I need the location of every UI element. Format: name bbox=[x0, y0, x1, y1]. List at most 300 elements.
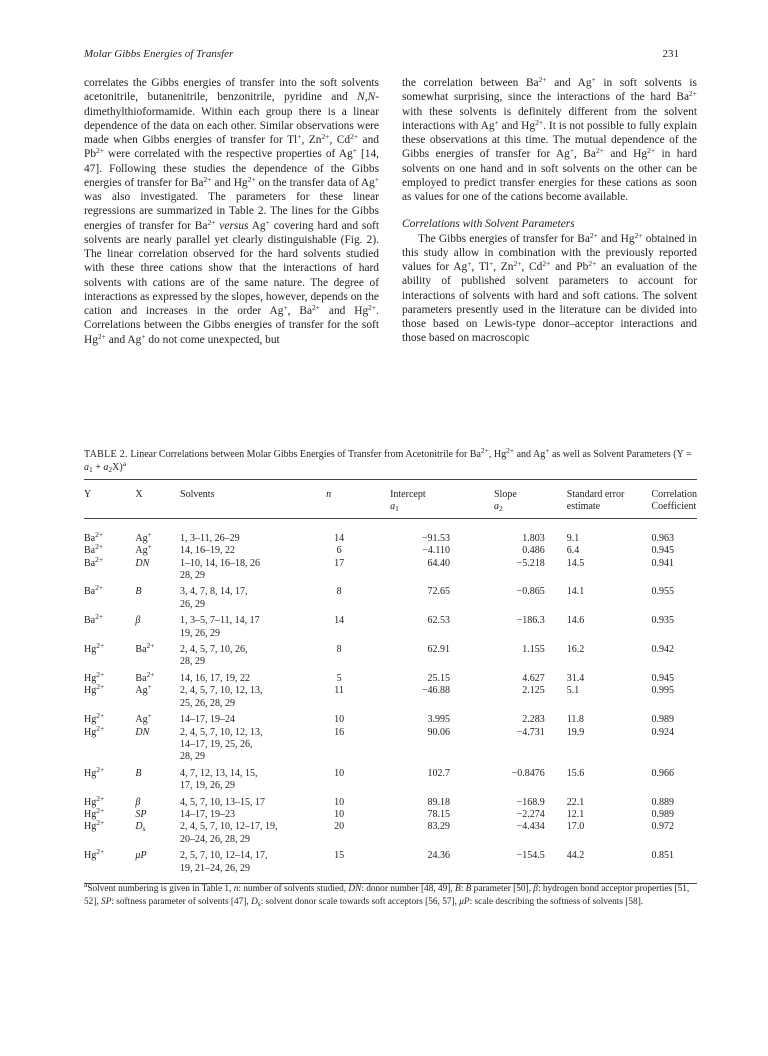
ion-symbol: Hg bbox=[84, 685, 97, 697]
cell-correlation bbox=[637, 545, 697, 557]
ion-charge: 2+ bbox=[96, 641, 105, 651]
standard-error-value: 31.4 bbox=[566, 672, 585, 684]
text-run: do not come unexpected, but bbox=[145, 333, 280, 346]
text-run: a bbox=[103, 462, 109, 473]
left-column bbox=[84, 76, 379, 347]
correlation-value: 0.945 bbox=[651, 672, 674, 684]
text-run: DN bbox=[348, 884, 362, 894]
slope-value: 4.627 bbox=[522, 672, 545, 684]
solvent-list: 1, 3–11, 26–29 bbox=[180, 532, 240, 544]
x-symbol: β bbox=[135, 615, 141, 627]
cell-n bbox=[318, 821, 360, 846]
x-charge: + bbox=[147, 682, 152, 692]
intercept-value: −46.88 bbox=[421, 685, 450, 697]
superscript: 2+ bbox=[689, 89, 697, 99]
superscript: + bbox=[352, 146, 357, 156]
cell-slope bbox=[464, 821, 551, 846]
cell-y bbox=[84, 669, 135, 685]
subscript: 1 bbox=[89, 465, 93, 474]
cell-intercept bbox=[360, 545, 464, 557]
superscript: + bbox=[374, 174, 379, 184]
text-run: : hydrogen bond acceptor properties [51, 52], bbox=[84, 884, 690, 907]
table-caption bbox=[84, 448, 696, 474]
cell-solvents bbox=[180, 793, 318, 809]
cell-standard-error bbox=[551, 809, 638, 821]
cell-standard-error bbox=[551, 727, 638, 764]
ion-symbol: Hg bbox=[84, 850, 97, 862]
x-symbol: Ba bbox=[135, 672, 147, 684]
table-2 bbox=[84, 479, 697, 884]
table-row bbox=[84, 685, 697, 710]
cell-intercept bbox=[360, 611, 464, 640]
text-run: versus bbox=[219, 219, 249, 232]
table-row bbox=[84, 558, 697, 583]
ion-symbol: Ba bbox=[84, 557, 96, 569]
cell-solvents bbox=[180, 846, 318, 883]
cell-n bbox=[318, 764, 360, 793]
subscript: s bbox=[257, 898, 261, 908]
table-row bbox=[84, 519, 697, 545]
ion-symbol: Ba bbox=[84, 586, 96, 598]
intercept-value: 78.15 bbox=[427, 808, 450, 820]
cell-slope bbox=[464, 611, 551, 640]
cell-slope bbox=[464, 582, 551, 611]
ion-charge: 2+ bbox=[96, 669, 105, 679]
superscript: 2+ bbox=[535, 117, 544, 127]
slope-value: 0.486 bbox=[522, 545, 545, 557]
cell-y bbox=[84, 542, 135, 557]
superscript: 2+ bbox=[513, 259, 522, 268]
cell-solvents bbox=[180, 611, 318, 640]
cell-x bbox=[135, 682, 180, 710]
superscript: 2+ bbox=[506, 446, 515, 455]
n-value: 14 bbox=[334, 615, 345, 627]
table-row bbox=[84, 764, 697, 793]
text-run: . It is not possible to fully explain these observations at this time. The mutual dependence of the Gibbs energies of transfer for Ag bbox=[402, 119, 697, 161]
slope-value: −0.865 bbox=[516, 586, 545, 598]
intercept-value: 83.29 bbox=[427, 821, 450, 833]
superscript: 2+ bbox=[542, 259, 551, 268]
text-run: were correlated with the respective properties of Ag bbox=[104, 148, 353, 161]
cell-slope bbox=[464, 809, 551, 821]
cell-n bbox=[318, 558, 360, 583]
superscript: + bbox=[494, 117, 499, 127]
cell-solvents bbox=[180, 685, 318, 710]
text-run: parameter [50], bbox=[471, 884, 534, 894]
solvent-list: 3, 4, 7, 8, 14, 17, 26, 29 bbox=[180, 586, 248, 610]
text-run: and Hg bbox=[211, 176, 248, 189]
running-title: Molar Gibbs Energies of Transfer bbox=[84, 48, 234, 60]
cell-standard-error bbox=[551, 558, 638, 583]
correlation-value: 0.941 bbox=[651, 557, 674, 569]
text-run: . Correlations between the Gibbs energies of transfer for the soft Hg bbox=[84, 305, 379, 346]
cell-x bbox=[135, 558, 180, 583]
x-charge: 2+ bbox=[146, 669, 155, 679]
x-symbol: DN bbox=[135, 726, 150, 738]
superscript: 2+ bbox=[589, 230, 598, 240]
cell-slope bbox=[464, 764, 551, 793]
x-symbol: DN bbox=[135, 557, 150, 569]
cell-n bbox=[318, 685, 360, 710]
cell-standard-error bbox=[551, 821, 638, 846]
table-caption-label: TABLE 2. bbox=[84, 449, 128, 460]
correlation-value: 0.972 bbox=[651, 821, 674, 833]
cell-solvents bbox=[180, 640, 318, 669]
cell-standard-error bbox=[551, 793, 638, 809]
correlation-value: 0.995 bbox=[651, 685, 674, 697]
slope-value: 2.125 bbox=[522, 685, 545, 697]
x-symbol: D bbox=[135, 821, 143, 833]
ion-symbol: Hg bbox=[84, 644, 97, 656]
col-header-n: n bbox=[326, 489, 332, 500]
solvent-list: 14, 16–19, 22 bbox=[180, 545, 236, 557]
n-value: 14 bbox=[334, 532, 345, 544]
text-run: was also investigated. The parameters for these linear regressions are summarized in Table 2. The lines for the Gibbs energies of transfer for Ba bbox=[84, 191, 379, 232]
correlation-value: 0.924 bbox=[651, 726, 674, 738]
cell-slope bbox=[464, 545, 551, 557]
text-run: : bbox=[460, 884, 466, 894]
cell-n bbox=[318, 640, 360, 669]
cell-n bbox=[318, 669, 360, 685]
text-run: : scale describing the softness of solvents [58]. bbox=[469, 896, 644, 907]
text-run: n bbox=[233, 884, 239, 894]
cell-solvents bbox=[180, 809, 318, 821]
superscript: 2+ bbox=[595, 146, 604, 156]
cell-x bbox=[135, 727, 180, 764]
superscript: 2+ bbox=[538, 75, 547, 84]
superscript: 2+ bbox=[96, 146, 105, 156]
intercept-value: 62.53 bbox=[427, 615, 450, 627]
cell-intercept bbox=[360, 793, 464, 809]
table-row bbox=[84, 793, 697, 809]
ion-charge: 2+ bbox=[96, 682, 105, 692]
text-run: and Hg bbox=[603, 148, 648, 161]
cell-standard-error bbox=[551, 846, 638, 883]
cell-intercept bbox=[360, 764, 464, 793]
cell-n bbox=[318, 519, 360, 545]
x-symbol: B bbox=[135, 767, 142, 779]
standard-error-value: 19.9 bbox=[566, 726, 585, 738]
cell-x bbox=[135, 846, 180, 883]
cell-correlation bbox=[637, 710, 697, 726]
ion-charge: 2+ bbox=[96, 818, 105, 828]
cell-correlation bbox=[637, 669, 697, 685]
cell-x bbox=[135, 764, 180, 793]
intercept-value: 72.65 bbox=[427, 586, 450, 598]
text-run: B bbox=[455, 884, 461, 894]
text-run: D bbox=[251, 896, 258, 907]
cell-solvents bbox=[180, 558, 318, 583]
cell-correlation bbox=[637, 727, 697, 764]
ion-symbol: Hg bbox=[84, 767, 97, 779]
text-run: , Cd bbox=[329, 134, 351, 146]
cell-y bbox=[84, 764, 135, 793]
solvent-list: 14–17, 19–23 bbox=[180, 808, 236, 820]
x-charge: 2+ bbox=[146, 641, 155, 651]
cell-intercept bbox=[360, 519, 464, 545]
superscript: + bbox=[569, 146, 575, 156]
superscript: a bbox=[122, 459, 127, 468]
cell-solvents bbox=[180, 764, 318, 793]
superscript: 2+ bbox=[321, 132, 330, 141]
standard-error-value: 6.4 bbox=[566, 545, 580, 557]
ion-symbol: Hg bbox=[84, 672, 97, 684]
intercept-subscript: 1 bbox=[395, 504, 399, 514]
text-run: obtained in this study allow in combination with the previously reported values for Ag bbox=[402, 232, 697, 273]
cell-correlation bbox=[637, 846, 697, 883]
standard-error-value: 5.1 bbox=[566, 685, 580, 697]
text-run: Solvent numbering is given in Table 1, bbox=[87, 884, 234, 894]
correlation-value: 0.963 bbox=[651, 532, 674, 544]
body-paragraph bbox=[402, 232, 697, 346]
cell-slope bbox=[464, 793, 551, 809]
cell-standard-error bbox=[551, 685, 638, 710]
table-row bbox=[84, 669, 697, 685]
text-run: : softness parameter of solvents [47], bbox=[111, 896, 252, 907]
cell-correlation bbox=[637, 519, 697, 545]
cell-solvents bbox=[180, 727, 318, 764]
cell-x bbox=[135, 542, 180, 557]
n-value: 16 bbox=[334, 726, 345, 738]
cell-x bbox=[135, 611, 180, 640]
cell-intercept bbox=[360, 669, 464, 685]
superscript: 2+ bbox=[588, 259, 597, 268]
cell-intercept bbox=[360, 558, 464, 583]
solvent-list: 4, 7, 12, 13, 14, 15, 17, 19, 26, 29 bbox=[180, 767, 258, 792]
intercept-value: 62.91 bbox=[427, 644, 450, 656]
text-run: a bbox=[84, 462, 89, 473]
col-header-solvents: Solvents bbox=[180, 489, 215, 500]
x-symbol: SP bbox=[135, 808, 147, 820]
superscript: 2+ bbox=[97, 331, 106, 341]
text-run: : solvent donor scale towards soft acceptors [56, 57], bbox=[260, 896, 460, 907]
text-run: as well as Solvent Parameters (Y = bbox=[549, 449, 692, 460]
solvent-list: 14, 16, 17, 19, 22 bbox=[180, 672, 251, 684]
superscript: + bbox=[265, 217, 270, 227]
solvent-list: 14–17, 19–24 bbox=[180, 714, 236, 726]
standard-error-value: 22.1 bbox=[566, 796, 585, 808]
col-header-intercept bbox=[360, 480, 464, 518]
ion-symbol: Hg bbox=[84, 726, 97, 738]
cell-slope bbox=[464, 846, 551, 883]
text-run: B bbox=[465, 884, 472, 894]
superscript: a bbox=[84, 880, 88, 889]
cell-standard-error bbox=[551, 519, 638, 545]
cell-y bbox=[84, 710, 135, 726]
superscript: + bbox=[297, 132, 302, 141]
slope-value: 1.155 bbox=[522, 644, 545, 656]
cell-x bbox=[135, 669, 180, 685]
page-number: 231 bbox=[662, 48, 679, 60]
text-run: and Hg bbox=[597, 232, 635, 245]
superscript: 2+ bbox=[207, 217, 216, 227]
col-header-standard-error: Standard error estimate bbox=[566, 489, 625, 513]
slope-value: −0.8476 bbox=[511, 767, 545, 779]
cell-x bbox=[135, 519, 180, 545]
cell-standard-error bbox=[551, 611, 638, 640]
text-run: : number of solvents studied, bbox=[238, 884, 349, 894]
cell-n bbox=[318, 727, 360, 764]
ion-charge: 2+ bbox=[96, 723, 105, 733]
slope-value: −168.9 bbox=[516, 796, 545, 808]
cell-intercept bbox=[360, 685, 464, 710]
text-run: , Zn bbox=[493, 261, 514, 273]
intercept-value: −4.110 bbox=[422, 545, 450, 557]
ion-symbol: Ba bbox=[84, 545, 96, 557]
solvent-list: 1–10, 14, 16–18, 26 28, 29 bbox=[180, 557, 261, 582]
superscript: + bbox=[141, 331, 146, 341]
col-header-slope bbox=[464, 480, 551, 518]
solvent-list: 2, 4, 5, 7, 10, 12, 13, 14–17, 19, 25, 26, 28, 29 bbox=[180, 726, 263, 763]
ion-charge: 2+ bbox=[96, 764, 105, 774]
ion-charge: 2+ bbox=[96, 805, 105, 815]
cell-n bbox=[318, 710, 360, 726]
x-symbol: Ag bbox=[135, 714, 148, 726]
text-run: The Gibbs energies of transfer for Ba bbox=[418, 232, 590, 245]
intercept-value: 89.18 bbox=[427, 796, 450, 808]
slope-value: 2.283 bbox=[522, 714, 545, 726]
intercept-value: 24.36 bbox=[427, 850, 450, 862]
cell-y bbox=[84, 805, 135, 821]
cell-solvents bbox=[180, 669, 318, 685]
intercept-value: 102.7 bbox=[427, 767, 450, 779]
cell-y bbox=[84, 640, 135, 669]
text-run: Ag bbox=[248, 219, 266, 232]
superscript: + bbox=[488, 259, 494, 268]
intercept-label: Intercept bbox=[390, 489, 426, 500]
cell-x bbox=[135, 809, 180, 821]
text-run: on the transfer data of Ag bbox=[255, 176, 375, 189]
cell-slope bbox=[464, 710, 551, 726]
ion-charge: 2+ bbox=[96, 847, 105, 857]
correlation-value: 0.935 bbox=[651, 615, 674, 627]
cell-solvents bbox=[180, 519, 318, 545]
cell-correlation bbox=[637, 821, 697, 846]
ion-charge: 2+ bbox=[96, 793, 105, 803]
correlation-table bbox=[84, 480, 697, 883]
x-symbol: Ag bbox=[135, 685, 148, 697]
solvent-list: 4, 5, 7, 10, 13–15, 17 bbox=[180, 796, 266, 808]
solvent-list: 1, 3–5, 7–11, 14, 17 19, 26, 29 bbox=[180, 615, 260, 639]
x-symbol: Ba bbox=[135, 644, 147, 656]
subscript: 2 bbox=[108, 465, 113, 474]
cell-standard-error bbox=[551, 764, 638, 793]
cell-y bbox=[84, 582, 135, 611]
ion-symbol: Ba bbox=[84, 615, 96, 627]
text-run: and Hg bbox=[498, 119, 536, 132]
n-value: 20 bbox=[334, 821, 345, 833]
intercept-value: 3.995 bbox=[427, 714, 450, 726]
cell-n bbox=[318, 809, 360, 821]
correlation-value: 0.942 bbox=[651, 644, 674, 656]
ion-symbol: Hg bbox=[84, 808, 97, 820]
n-value: 10 bbox=[334, 714, 345, 726]
superscript: 2+ bbox=[368, 303, 377, 312]
solvent-list: 2, 5, 7, 10, 12–14, 17, 19, 21–24, 26, 29 bbox=[180, 850, 268, 874]
cell-y bbox=[84, 846, 135, 883]
cell-y bbox=[84, 554, 135, 583]
ion-symbol: Hg bbox=[84, 821, 97, 833]
n-value: 5 bbox=[336, 672, 342, 684]
cell-correlation bbox=[637, 611, 697, 640]
text-run: covering hard and soft solvents are nearly parallel yet clearly distinguishable (Fig. 2). The linear correlation observed for the hard solvents studied with these three cations show that the interactions of hard solvents with cations are of the same nature. The degree of interactions as expressed by the slopes, however, depends on the cation and increases in the order Ag bbox=[84, 219, 379, 317]
correlation-value: 0.889 bbox=[651, 796, 674, 808]
text-run: , Ba bbox=[574, 148, 596, 161]
slope-value: 1.803 bbox=[522, 532, 545, 544]
superscript: 2+ bbox=[480, 446, 489, 455]
cell-standard-error bbox=[551, 669, 638, 685]
text-run: and Pb bbox=[84, 134, 380, 161]
cell-n bbox=[318, 793, 360, 809]
cell-correlation bbox=[637, 809, 697, 821]
ion-charge: 2+ bbox=[95, 583, 104, 593]
cell-standard-error bbox=[551, 710, 638, 726]
cell-correlation bbox=[637, 764, 697, 793]
n-value: 8 bbox=[336, 644, 342, 656]
col-header-x: X bbox=[135, 489, 143, 500]
superscript: 2+ bbox=[647, 146, 656, 156]
text-run: -dimethylthioformamide. Within each group there is a linear dependence of the data on each other. Similar observations were made when Gibbs energies of transfer for Tl bbox=[84, 91, 379, 146]
superscript: 2+ bbox=[634, 230, 643, 240]
cell-y bbox=[84, 682, 135, 710]
slope-value: −4.434 bbox=[516, 821, 545, 833]
ion-charge: 2+ bbox=[95, 529, 104, 539]
x-charge: + bbox=[147, 711, 152, 721]
cell-solvents bbox=[180, 545, 318, 557]
text-run: , Cd bbox=[521, 261, 543, 273]
text-run: Linear Correlations between Molar Gibbs Energies of Transfer from Acetonitrile for Ba bbox=[127, 449, 481, 460]
table-row bbox=[84, 727, 697, 764]
table-row bbox=[84, 809, 697, 821]
cell-slope bbox=[464, 669, 551, 685]
standard-error-value: 44.2 bbox=[566, 850, 585, 862]
col-header-y: Y bbox=[84, 489, 92, 500]
cell-intercept bbox=[360, 640, 464, 669]
n-value: 17 bbox=[334, 557, 345, 569]
intercept-value: 25.15 bbox=[427, 672, 450, 684]
correlation-value: 0.955 bbox=[651, 586, 674, 598]
text-run: μP bbox=[459, 896, 470, 907]
ion-symbol: Hg bbox=[84, 796, 97, 808]
x-symbol: B bbox=[135, 586, 142, 598]
text-run: correlates the Gibbs energies of transfer into the soft solvents acetonitrile, butanenitrile, benzonitrile, pyridine and bbox=[84, 77, 379, 104]
cell-y bbox=[84, 723, 135, 764]
x-symbol: Ag bbox=[135, 532, 148, 544]
n-value: 10 bbox=[334, 767, 345, 779]
superscript: + bbox=[545, 446, 550, 455]
standard-error-value: 16.2 bbox=[566, 644, 585, 656]
cell-solvents bbox=[180, 710, 318, 726]
superscript: + bbox=[591, 75, 596, 84]
cell-standard-error bbox=[551, 640, 638, 669]
solvent-list: 2, 4, 5, 7, 10, 12–17, 19, 20–24, 26, 28, 29 bbox=[180, 821, 278, 845]
n-value: 10 bbox=[334, 796, 345, 808]
standard-error-value: 11.8 bbox=[566, 714, 584, 726]
superscript: 2+ bbox=[203, 174, 212, 184]
cell-intercept bbox=[360, 727, 464, 764]
n-value: 15 bbox=[334, 850, 345, 862]
cell-correlation bbox=[637, 685, 697, 710]
cell-intercept bbox=[360, 821, 464, 846]
slope-value: −2.274 bbox=[516, 808, 545, 820]
cell-x bbox=[135, 821, 180, 846]
table-caption-text bbox=[84, 446, 692, 474]
cell-x bbox=[135, 793, 180, 809]
standard-error-value: 17.0 bbox=[566, 821, 585, 833]
text-run: X) bbox=[112, 462, 123, 473]
right-column bbox=[402, 76, 697, 346]
text-run: and Hg bbox=[320, 305, 369, 317]
